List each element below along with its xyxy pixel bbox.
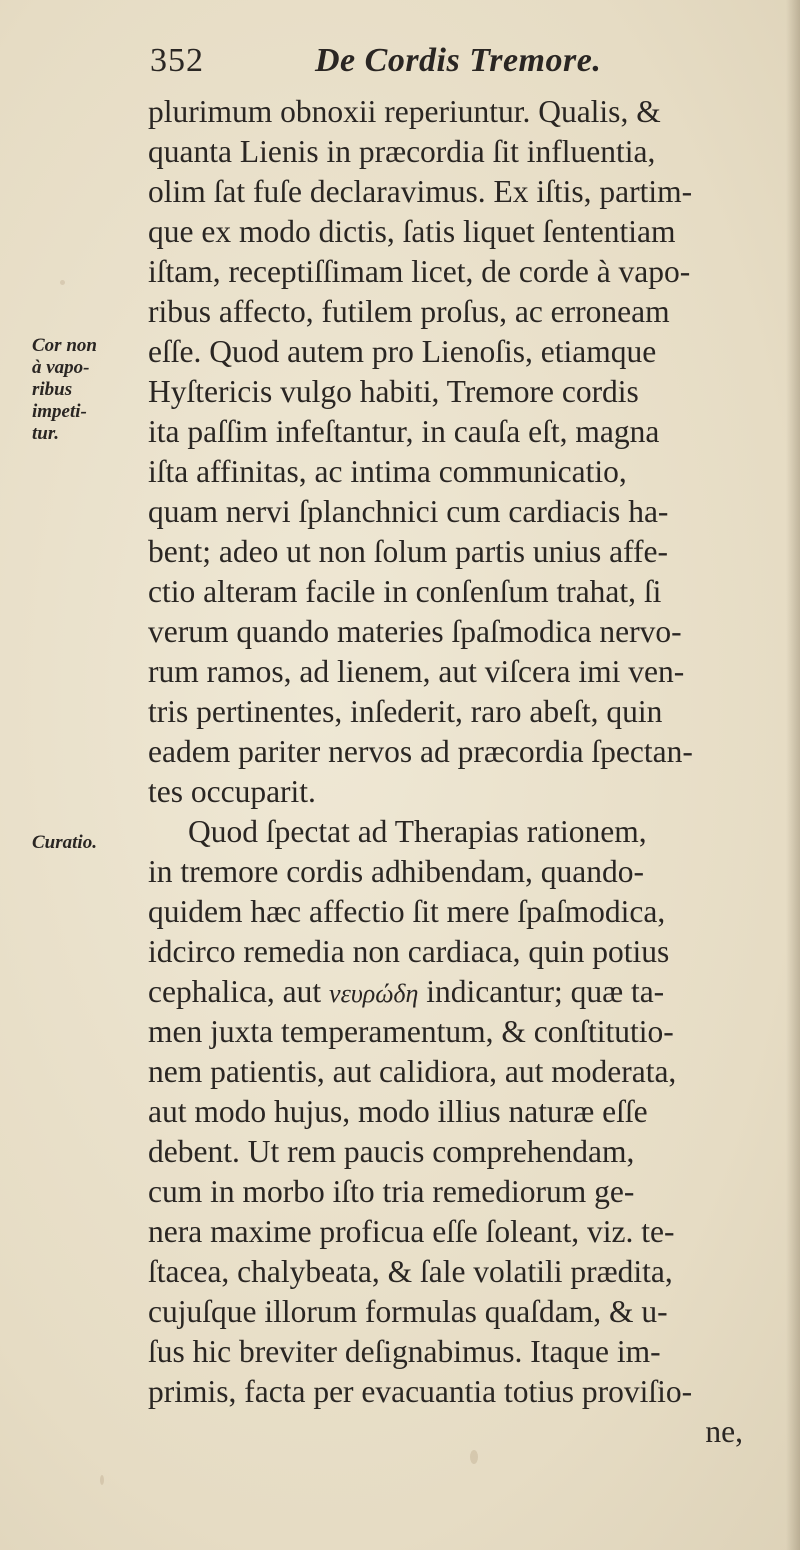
- text-line: men juxta temperamentum, & conſtitutio-: [148, 1014, 674, 1049]
- text-line: debent. Ut rem paucis comprehendam,: [148, 1134, 635, 1169]
- text-line: quam nervi ſplanchnici cum cardiacis ha-: [148, 494, 669, 529]
- text-line: ctio alteram facile in conſenſum trahat, ſi: [148, 574, 662, 609]
- text-line: nem patientis, aut calidiora, aut moderata,: [148, 1054, 677, 1089]
- text-line: iſta affinitas, ac intima communicatio,: [148, 454, 627, 489]
- text-line: cujuſque illorum formulas quaſdam, & u-: [148, 1294, 668, 1329]
- text-line: ita paſſim infeſtantur, in cauſa eſt, magna: [148, 414, 660, 449]
- text-fragment: cephalica, aut: [148, 974, 322, 1009]
- text-line: quidem hæc affectio ſit mere ſpaſmodica,: [148, 894, 666, 929]
- text-line: rum ramos, ad lienem, aut viſcera imi ven-: [148, 654, 685, 689]
- greek-word: νευρώδη: [329, 979, 419, 1008]
- margin-note-line: tur.: [32, 423, 59, 444]
- text-line: plurimum obnoxii reperiuntur. Qualis, &: [148, 94, 661, 129]
- running-title: De Cordis Tremore.: [315, 42, 602, 79]
- page-number: 352: [150, 42, 204, 79]
- text-line: olim ſat fuſe declaravimus. Ex iſtis, partim-: [148, 174, 693, 209]
- margin-note-line: à vapo-: [32, 357, 90, 378]
- paper-speck: [470, 1450, 478, 1464]
- text-line: nera maxime proficua eſſe ſoleant, viz. te-: [148, 1214, 675, 1249]
- text-line: verum quando materies ſpaſmodica nervo-: [148, 614, 682, 649]
- text-line: idcirco remedia non cardiaca, quin potius: [148, 934, 670, 969]
- text-line-with-greek: [148, 972, 793, 1012]
- text-line: que ex modo dictis, ſatis liquet ſententiam: [148, 214, 676, 249]
- page-header: [150, 42, 750, 92]
- page-edge-shadow: [786, 0, 800, 1550]
- body-text: [148, 92, 793, 1452]
- text-line: in tremore cordis adhibendam, quando-: [148, 854, 644, 889]
- text-line: Hyſtericis vulgo habiti, Tremore cordis: [148, 374, 639, 409]
- margin-note-cor-non: [32, 335, 142, 445]
- text-line: aut modo hujus, modo illius naturæ eſſe: [148, 1094, 648, 1129]
- paper-speck: [60, 280, 65, 285]
- catchword: ne,: [705, 1414, 743, 1449]
- text-line: tes occuparit.: [148, 774, 316, 809]
- margin-note-line: impeti-: [32, 401, 87, 422]
- margin-note-line: Curatio.: [32, 832, 97, 853]
- text-line-paragraph-start: Quod ſpectat ad Therapias rationem,: [188, 814, 647, 849]
- text-line: quanta Lienis in præcordia ſit influentia,: [148, 134, 656, 169]
- text-line: eadem pariter nervos ad præcordia ſpectan-: [148, 734, 693, 769]
- text-line: ſus hic breviter deſignabimus. Itaque im-: [148, 1334, 661, 1369]
- paper-speck: [100, 1475, 104, 1485]
- text-line: cum in morbo iſto tria remediorum ge-: [148, 1174, 635, 1209]
- margin-note-line: ribus: [32, 379, 73, 400]
- text-line: ſtacea, chalybeata, & ſale volatili prædita,: [148, 1254, 673, 1289]
- text-line: tris pertinentes, inſederit, raro abeſt, quin: [148, 694, 663, 729]
- margin-note-line: Cor non: [32, 335, 97, 356]
- text-line: primis, facta per evacuantia totius proviſio-: [148, 1374, 693, 1409]
- text-line: eſſe. Quod autem pro Lienoſis, etiamque: [148, 334, 657, 369]
- text-line: iſtam, receptiſſimam licet, de corde à vapo-: [148, 254, 691, 289]
- margin-note-curatio: [32, 832, 142, 854]
- text-line: ribus affecto, futilem proſus, ac erroneam: [148, 294, 670, 329]
- text-line: bent; adeo ut non ſolum partis unius affe-: [148, 534, 668, 569]
- text-fragment: indicantur; quæ ta-: [426, 974, 665, 1009]
